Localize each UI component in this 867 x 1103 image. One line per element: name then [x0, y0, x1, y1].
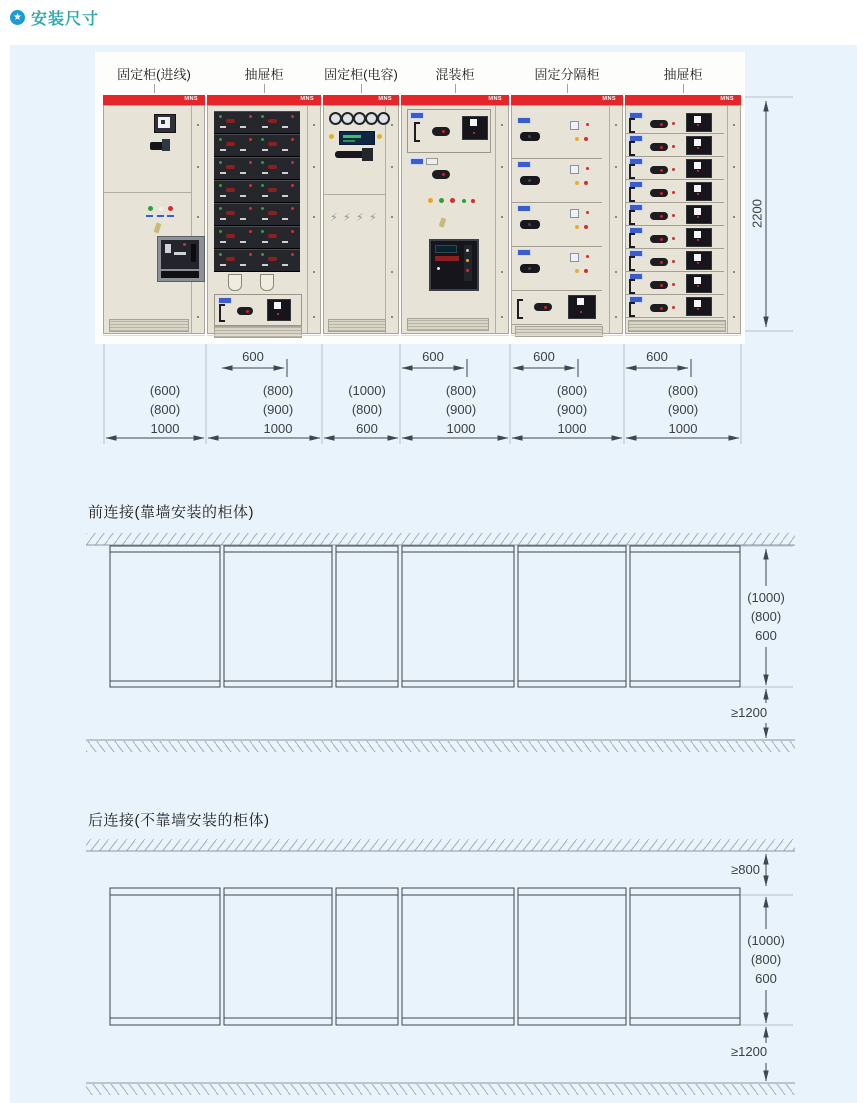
width-option: (800): [351, 402, 383, 417]
mns-label: MNS: [488, 96, 502, 102]
wall-hatch-bottom: [86, 741, 795, 752]
depth-option: (1000): [747, 933, 785, 948]
depth-dim-stack: [721, 931, 811, 988]
breaker-symbol-icon: ⚡: [343, 212, 351, 224]
wall-hatch-top: [86, 533, 795, 545]
width-option: (800): [262, 383, 294, 398]
mns-label: MNS: [378, 96, 392, 102]
page-title: 安装尺寸: [31, 11, 100, 28]
width-dim-stack: [120, 381, 210, 438]
height-dimension: 2200: [749, 199, 765, 228]
wall-hatch-bottom: [86, 1084, 795, 1095]
width-dim-stack: [527, 381, 617, 438]
width-option: (900): [262, 402, 294, 417]
width-option: 600: [356, 421, 378, 436]
cabinet-label: 固定柜(进线): [117, 67, 191, 82]
section-bullet-icon: ★: [10, 10, 25, 25]
width-option: (800): [149, 402, 181, 417]
clearance-dim: ≥1200: [731, 705, 768, 720]
breaker-symbol-icon: ⚡: [330, 212, 338, 224]
drawer-width-dim: 600: [646, 349, 668, 364]
clearance-dim: ≥800: [731, 862, 760, 877]
front-connection-diagram: [86, 533, 795, 752]
cabinet-label: 抽屉柜: [244, 67, 284, 82]
depth-option: 600: [755, 971, 777, 986]
depth-dim-stack: [721, 588, 811, 645]
drawer-width-dim: 600: [533, 349, 555, 364]
mns-label: MNS: [720, 96, 734, 102]
width-dim-stack: [416, 381, 506, 438]
width-dim-stack: [233, 381, 323, 438]
width-option: (800): [445, 383, 477, 398]
width-option: 1000: [263, 421, 293, 436]
depth-option: (1000): [747, 590, 785, 605]
width-option: 1000: [446, 421, 476, 436]
cabinet-label: 固定分隔柜: [534, 67, 600, 82]
depth-option: (800): [750, 952, 782, 967]
depth-option: 600: [755, 628, 777, 643]
front-connection-title: 前连接(靠墙安装的柜体): [88, 504, 254, 521]
mns-label: MNS: [602, 96, 616, 102]
cabinet-label: 混装柜: [435, 67, 475, 82]
width-option: 1000: [668, 421, 698, 436]
width-option: 1000: [557, 421, 587, 436]
wall-hatch-top: [86, 839, 795, 851]
mns-label: MNS: [300, 96, 314, 102]
width-option: (900): [667, 402, 699, 417]
breaker-symbol-icon: ⚡: [369, 212, 377, 224]
drawer-width-dim: 600: [242, 349, 264, 364]
cabinet-label: 抽屉柜: [663, 67, 703, 82]
rear-connection-title: 后连接(不靠墙安装的柜体): [88, 812, 270, 829]
width-option: (900): [445, 402, 477, 417]
width-dim-stack: [638, 381, 728, 438]
width-option: (800): [667, 383, 699, 398]
drawer-width-dim: 600: [422, 349, 444, 364]
width-option: (1000): [348, 383, 386, 398]
width-dim-stack: [322, 381, 412, 438]
clearance-dim: ≥1200: [731, 1044, 768, 1059]
breaker-symbol-icon: ⚡: [356, 212, 364, 224]
mns-label: MNS: [184, 96, 198, 102]
width-option: 1000: [150, 421, 180, 436]
rear-connection-diagram: [86, 839, 795, 1095]
width-option: (800): [556, 383, 588, 398]
depth-option: (800): [750, 609, 782, 624]
width-option: (600): [149, 383, 181, 398]
width-option: (900): [556, 402, 588, 417]
cabinet-label: 固定柜(电容): [324, 67, 398, 82]
